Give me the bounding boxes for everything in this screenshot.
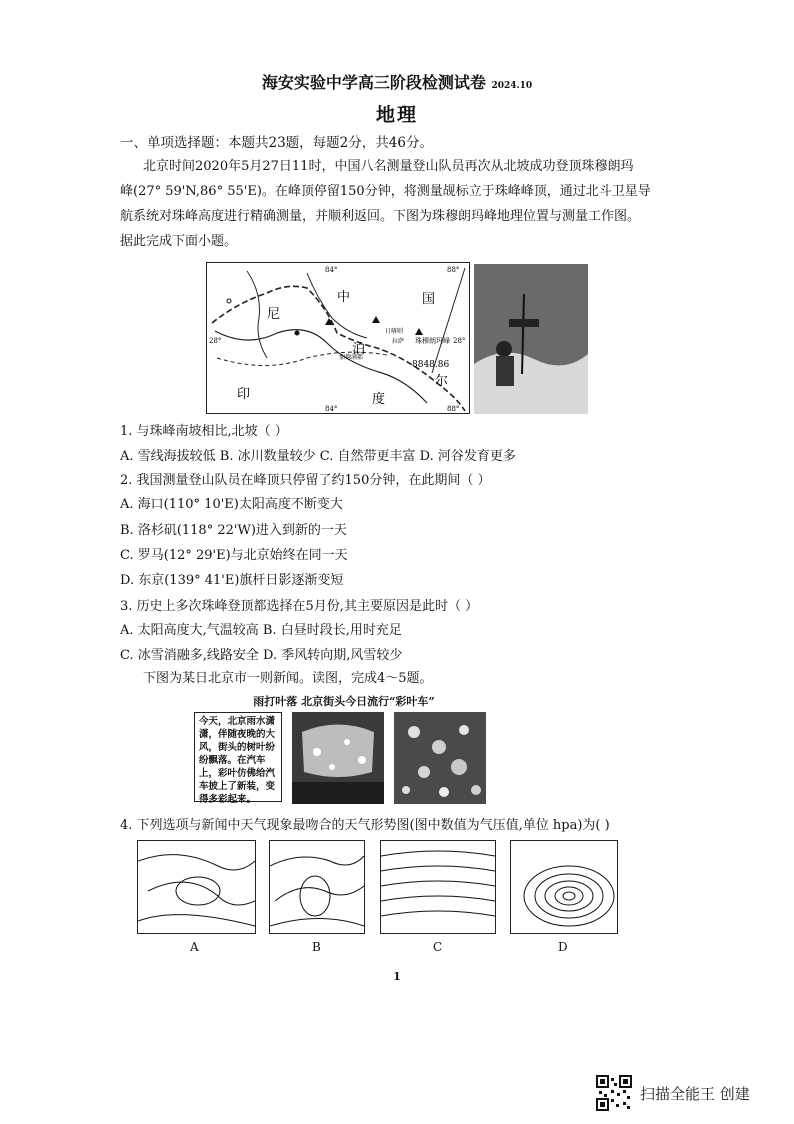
news-intro: 下图为某日北京市一则新闻。读图，完成4～5题。: [143, 671, 433, 686]
q2-option-a: A. 海口(110° 10'E)太阳高度不断变大: [120, 497, 343, 512]
summit-photo: [474, 264, 588, 414]
label-place-3: 拉萨: [392, 338, 405, 345]
scanner-watermark: 扫描全能王 创建: [640, 1085, 750, 1103]
exam-date: 2024.10: [491, 81, 533, 91]
q3-options-ab: A. 太阳高度大,气温较高 B. 白昼时段长,用时充足: [120, 623, 402, 638]
label-du: 度: [372, 392, 386, 407]
weather-label-b: B: [312, 940, 321, 954]
qr-code-icon: [596, 1075, 632, 1115]
label-lon-bottom-1: 84°: [325, 405, 338, 413]
news-text-box: 今天，北京雨水潇潇，伴随夜晚的大风，街头的树叶纷纷飘落。在汽车上，彩叶仿佛给汽车披上了新装，变得多彩起来。: [194, 712, 282, 802]
weather-map-a-svg: [138, 841, 255, 933]
exam-title: [0, 70, 794, 93]
label-er: 尔: [435, 374, 449, 389]
intro-line-1: 北京时间2020年5月27日11时，中国八名测量登山队员再次从北坡成功登顶珠穆朗玛: [143, 159, 634, 174]
label-kathmandu: 加德满都: [339, 354, 364, 361]
grid-line: [432, 268, 465, 373]
mountain-icon: [372, 316, 380, 323]
q2-option-d: D. 东京(139° 41'E)旗杆日影逐渐变短: [120, 573, 344, 588]
q2-option-b: B. 洛杉矶(118° 22'W)进入到新的一天: [120, 523, 347, 538]
q4-stem: 4. 下列选项与新闻中天气现象最吻合的天气形势图(图中数值为气压值,单位 hpa)为( ): [120, 818, 610, 833]
label-ni: 尼: [267, 307, 281, 322]
q3-options-cd: C. 冰雪消融多,线路安全 D. 季风转向期,风雪较少: [120, 648, 403, 663]
label-guo: 国: [422, 292, 436, 307]
q1-stem: 1. 与珠峰南坡相比,北坡（ ）: [120, 424, 288, 439]
label-lon-bottom-2: 88°: [447, 405, 460, 413]
intro-line-3: 航系统对珠峰高度进行精确测量，并顺利返回。下图为珠穆朗玛峰地理位置与测量工作图。: [120, 209, 641, 224]
label-peak-name: 珠穆朗玛峰: [415, 337, 450, 345]
weather-map-a: [137, 840, 256, 934]
intro-line-4: 据此完成下面小题。: [120, 234, 238, 249]
subject-title: 地理: [375, 104, 418, 126]
city-marker: [227, 299, 231, 303]
peak-icon: [415, 328, 423, 335]
weather-map-b-svg: [270, 841, 364, 933]
label-zhong: 中: [337, 290, 351, 305]
intro-line-2: 峰(27° 59'N,86° 55'E)。在峰顶停留150分钟，将测量觇标立于珠峰峰顶，通过北斗卫星导: [120, 184, 651, 199]
summit-photo-svg: [474, 264, 588, 414]
news-photo-2-svg: [394, 712, 486, 804]
news-photo-2: [394, 712, 486, 804]
river-line-3: [307, 273, 367, 338]
label-yin: 印: [237, 387, 251, 402]
weather-label-a: A: [190, 940, 199, 954]
weather-map-b: [269, 840, 365, 934]
weather-label-c: C: [433, 940, 443, 954]
weather-map-c: [380, 840, 496, 934]
label-lon-top-1: 84°: [325, 266, 338, 274]
map-svg: [207, 263, 469, 413]
city-marker: [295, 331, 300, 336]
qr-code-svg: [596, 1075, 632, 1111]
label-place-2: 日喀则: [385, 328, 404, 335]
label-peak-height: 8848.86: [412, 360, 450, 370]
label-lon-top-2: 88°: [447, 266, 460, 274]
q3-stem: 3. 历史上多次珠峰登顶都选择在5月份,其主要原因是此时（ ）: [120, 599, 479, 614]
weather-map-c-svg: [381, 841, 495, 933]
news-photo-1: [292, 712, 384, 804]
section-heading: 一、单项选择题：本题共23题，每题2分，共46分。: [120, 135, 433, 151]
exam-title-text: 海安实验中学高三阶段检测试卷: [261, 73, 486, 92]
label-lat-left: 28°: [209, 337, 222, 345]
everest-location-map: [206, 262, 470, 414]
weather-label-d: D: [558, 940, 568, 954]
q2-option-c: C. 罗马(12° 29'E)与北京始终在同一天: [120, 548, 348, 563]
label-lat-right: 28°: [453, 337, 466, 345]
weather-map-d: [510, 840, 618, 934]
page-number: 1: [393, 970, 401, 983]
label-po: 泊: [352, 342, 366, 357]
q2-stem: 2. 我国测量登山队员在峰顶只停留了约150分钟，在此期间（ ）: [120, 473, 491, 488]
news-headline: 雨打叶落 北京街头今日流行“彩叶车”: [253, 695, 435, 708]
news-photo-1-svg: [292, 712, 384, 804]
q1-options: A. 雪线海拔较低 B. 冰川数量较少 C. 自然带更丰富 D. 河谷发育更多: [120, 449, 516, 464]
weather-map-d-svg: [511, 841, 617, 933]
river-line-2: [247, 271, 267, 358]
